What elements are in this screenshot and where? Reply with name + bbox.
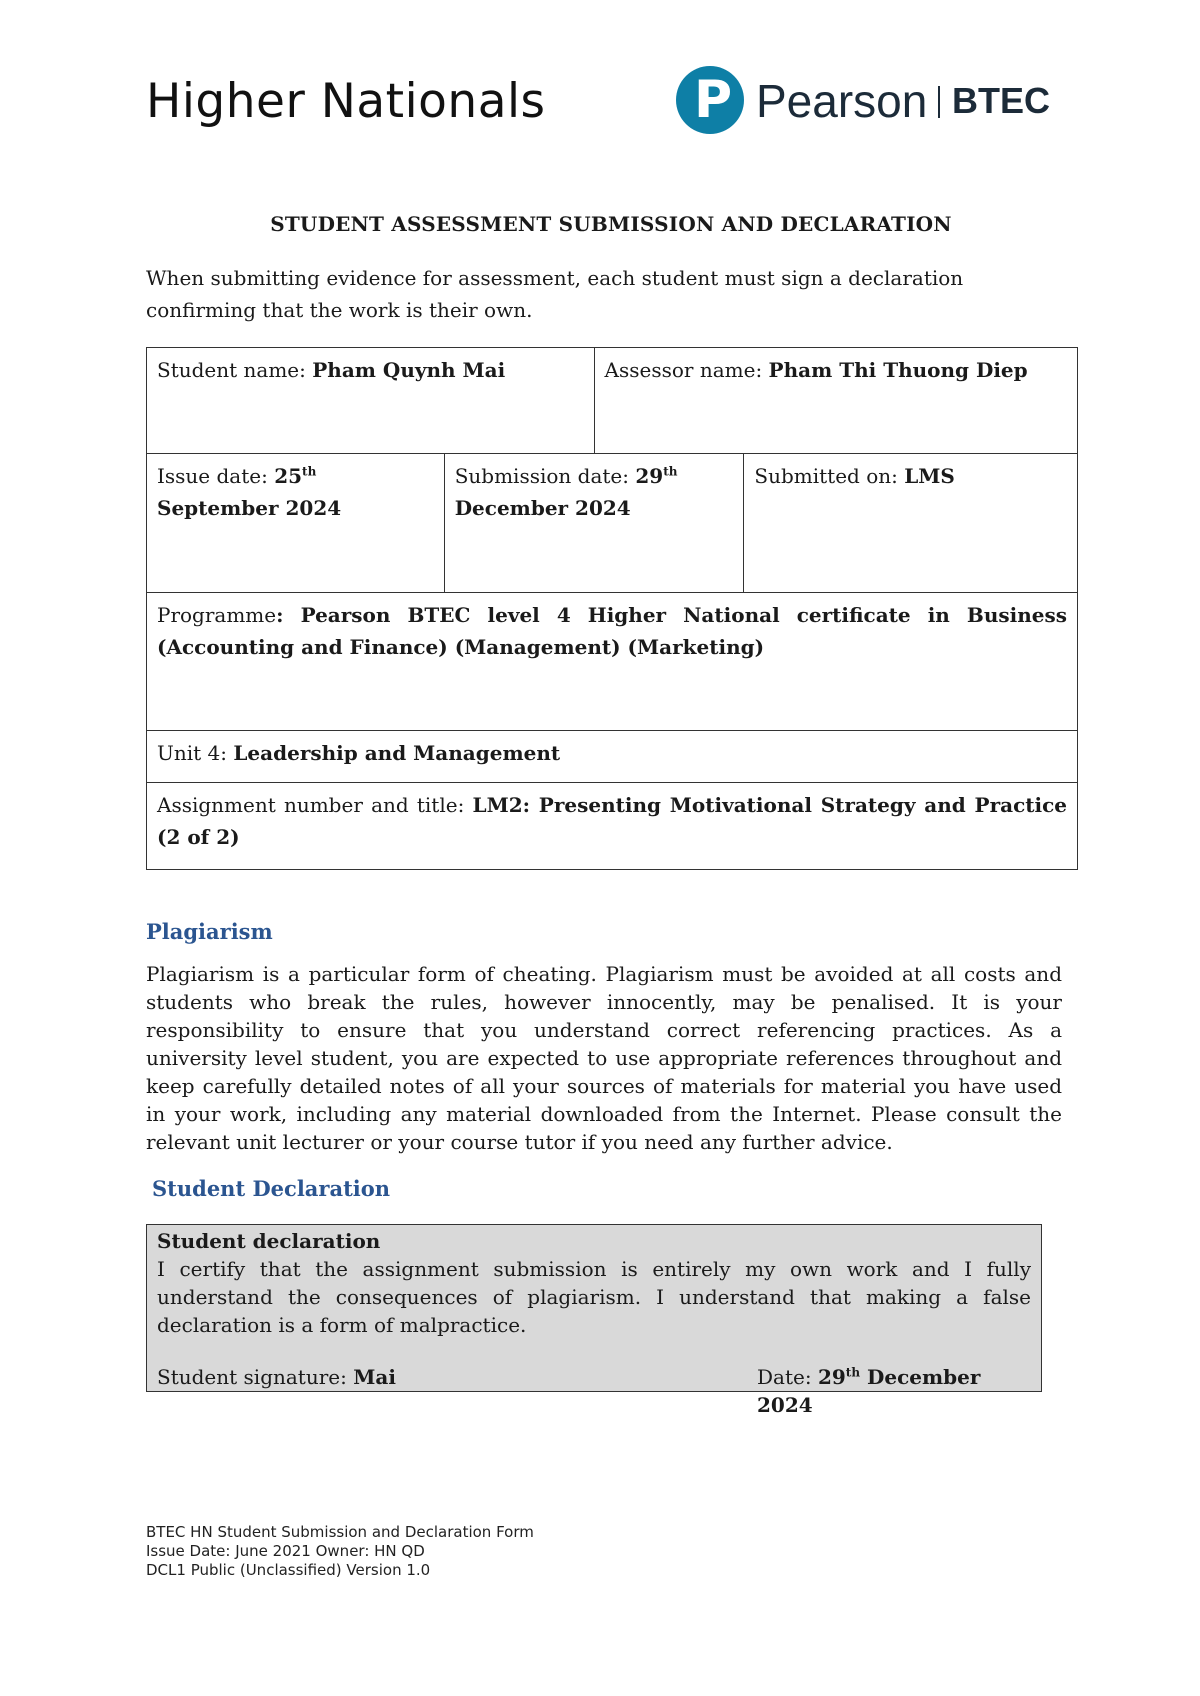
pearson-logo-icon [676,66,744,134]
assignment-label: Assignment number and title: [157,793,473,817]
table-row [147,783,1078,870]
student-name-label: Student name: [157,358,313,382]
footer-line-version: DCL1 Public (Unclassified) Version 1.0 [146,1561,431,1579]
logo-divider [938,86,940,118]
submission-info-table [146,347,1078,870]
assignment-cell [147,783,1078,870]
date-label: Date: [757,1365,818,1389]
footer-line-form-name: BTEC HN Student Submission and Declaration Form [146,1523,534,1541]
submission-date-cell [444,454,744,593]
programme-label: Programme [157,603,277,627]
signature-label: Student signature: [157,1365,354,1389]
programme-cell [147,593,1078,731]
logo-btec-text: BTEC [952,80,1050,121]
signature-value: Mai [353,1365,396,1389]
issue-date-value: 25th September 2024 [157,464,342,520]
submitted-on-cell [744,454,1078,593]
table-row [147,593,1078,731]
table-row [147,454,1078,593]
assignment-value: LM2: Presenting Motivational Strategy and Practice (2 of 2) [157,793,1067,849]
table-row [147,731,1078,783]
issue-date-label: Issue date: [157,464,275,488]
declaration-text: I certify that the assignment submission is entirely my own work and I fully understand the consequences of plagiarism. I understand that making a false declaration is a form of malpractice. [157,1257,1031,1337]
page-footer [146,1523,534,1580]
signature-row [157,1363,1031,1417]
logo-brand-text: Pearson [756,75,928,127]
date-value: 29th December 2024 [757,1365,981,1417]
assessor-name-label: Assessor name: [604,358,769,382]
declaration-box-title: Student declaration [157,1229,381,1253]
unit-cell [147,731,1078,783]
table-row [147,348,1078,454]
student-name-cell [147,348,595,454]
document-title: STUDENT ASSESSMENT SUBMISSION AND DECLARATION [270,212,952,236]
student-declaration-heading: Student Declaration [152,1176,391,1201]
issue-date-cell [147,454,445,593]
assessor-name-cell [594,348,1077,454]
programme-value: : Pearson BTEC level 4 Higher National certificate in Business (Accounting and Finance) (Management) (Marketing) [157,603,1067,659]
intro-text: When submitting evidence for assessment, each student must sign a declaration confirming that the work is their own. [146,266,964,322]
footer-line-issue: Issue Date: June 2021 Owner: HN QD [146,1542,425,1560]
submission-date-label: Submission date: [454,464,636,488]
student-declaration-box [146,1224,1042,1417]
plagiarism-heading: Plagiarism [146,919,273,944]
unit-value: Leadership and Management [233,741,561,765]
unit-label: Unit 4: [157,741,234,765]
declaration-date [757,1363,1031,1419]
submission-date-value: 29th December 2024 [454,464,678,520]
assessor-name-value: Pham Thi Thuong Diep [768,358,1028,382]
submitted-on-value: LMS [904,464,955,488]
higher-nationals-title: Higher Nationals [146,74,546,129]
submitted-on-label: Submitted on: [754,464,905,488]
plagiarism-text: Plagiarism is a particular form of cheating. Plagiarism must be avoided at all costs and students who break the rules, however innocently, may be penalised. It is your responsibility to ensure that you understand correct referencing practices. As a university level student, you are expected to use appropriate references throughout and keep carefully detailed notes of all your sources of materials for material you have used in your work, including any material downloaded from the Internet. Please consult the relevant unit lecturer or your course tutor if you need any further advice. [146,962,1062,1154]
pearson-logo-mark: P [694,70,733,130]
page-header [146,70,1050,150]
student-name-value: Pham Quynh Mai [312,358,506,382]
